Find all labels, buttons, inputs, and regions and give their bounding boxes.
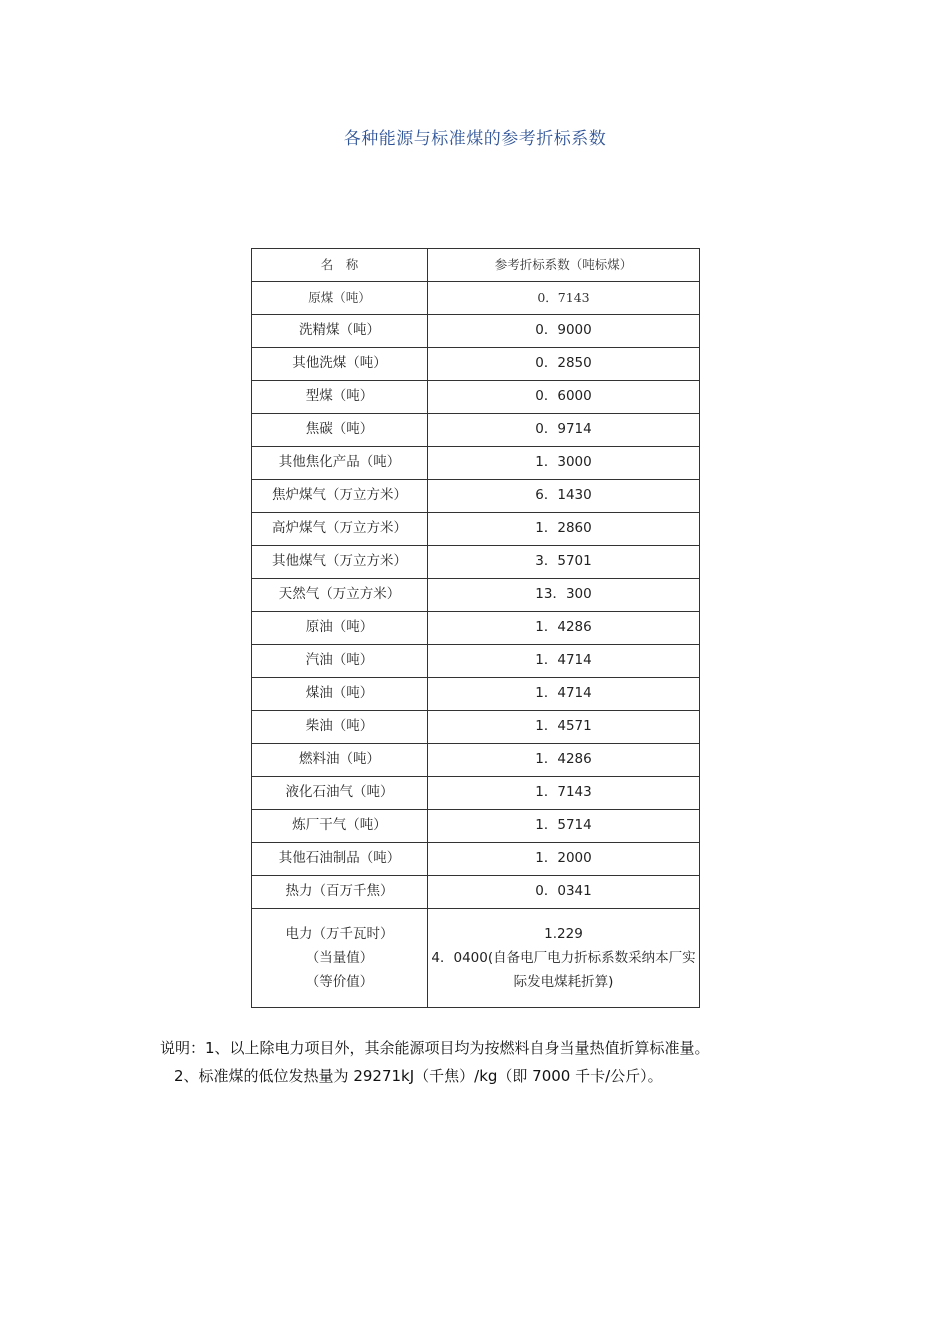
row-name: 炼厂干气（吨）: [252, 810, 428, 843]
row-value: 0．9000: [428, 315, 700, 348]
row-name: 型煤（吨）: [252, 381, 428, 414]
table-row: [252, 546, 700, 579]
row-value: 0．6000: [428, 381, 700, 414]
electricity-name-cell: [252, 909, 428, 1008]
table-row: [252, 579, 700, 612]
header-coefficient: 参考折标系数（吨标煤）: [428, 249, 700, 282]
row-value: 0．9714: [428, 414, 700, 447]
row-name: 其他石油制品（吨）: [252, 843, 428, 876]
row-name: 柴油（吨）: [252, 711, 428, 744]
table-row: [252, 612, 700, 645]
row-name: 煤油（吨）: [252, 678, 428, 711]
table-row: [252, 414, 700, 447]
row-name: 汽油（吨）: [252, 645, 428, 678]
row-value: 1．4571: [428, 711, 700, 744]
table-row: [252, 480, 700, 513]
table-row: [252, 843, 700, 876]
row-name: 其他洗煤（吨）: [252, 348, 428, 381]
row-value: 13．300: [428, 579, 700, 612]
conversion-coefficient-table: [251, 248, 700, 1008]
row-name: 天然气（万立方米）: [252, 579, 428, 612]
row-name: 其他煤气（万立方米）: [252, 546, 428, 579]
row-name: 洗精煤（吨）: [252, 315, 428, 348]
row-name: 其他焦化产品（吨）: [252, 447, 428, 480]
row-name: 焦炉煤气（万立方米）: [252, 480, 428, 513]
row-value: 0．0341: [428, 876, 700, 909]
table-row: [252, 645, 700, 678]
row-value: 1．2000: [428, 843, 700, 876]
row-value: 1．4286: [428, 612, 700, 645]
table-row: [252, 447, 700, 480]
row-value: 1．3000: [428, 447, 700, 480]
electricity-value-cell: [428, 909, 700, 1008]
electricity-value-line: 际发电煤耗折算): [513, 974, 614, 990]
electricity-name-line: 电力（万千瓦时）: [285, 926, 394, 942]
electricity-name-line: （当量值）: [305, 950, 374, 966]
table-row-electricity: [252, 909, 700, 1008]
table-header-row: [252, 249, 700, 282]
row-name: 焦碳（吨）: [252, 414, 428, 447]
row-value: 1．4714: [428, 678, 700, 711]
row-value: 6．1430: [428, 480, 700, 513]
table-row: [252, 282, 700, 315]
note-line-1: 说明：1、以上除电力项目外，其余能源项目均为按燃料自身当量热值折算标准量。: [160, 1039, 710, 1057]
table-row: [252, 513, 700, 546]
table-row: [252, 810, 700, 843]
row-name: 燃料油（吨）: [252, 744, 428, 777]
table-row: [252, 777, 700, 810]
electricity-name-line: （等价值）: [305, 974, 374, 990]
table-row: [252, 876, 700, 909]
row-value: 0．7143: [428, 282, 700, 315]
table-row: [252, 381, 700, 414]
table-row: [252, 711, 700, 744]
row-value: 0．2850: [428, 348, 700, 381]
row-name: 原煤（吨）: [252, 282, 428, 315]
header-name: 名 称: [252, 249, 428, 282]
row-value: 1．2860: [428, 513, 700, 546]
row-value: 3．5701: [428, 546, 700, 579]
page-title: 各种能源与标准煤的参考折标系数: [343, 129, 607, 149]
row-name: 高炉煤气（万立方米）: [252, 513, 428, 546]
row-name: 液化石油气（吨）: [252, 777, 428, 810]
row-name: 热力（百万千焦）: [252, 876, 428, 909]
electricity-value-line: 1.229: [544, 926, 583, 942]
row-value: 1．7143: [428, 777, 700, 810]
notes: [160, 1034, 860, 1090]
table-row: [252, 678, 700, 711]
row-value: 1．4286: [428, 744, 700, 777]
table-row: [252, 315, 700, 348]
row-value: 1．4714: [428, 645, 700, 678]
table-row: [252, 348, 700, 381]
row-name: 原油（吨）: [252, 612, 428, 645]
note-line-2: 2、标准煤的低位发热量为 29271kJ（千焦）/kg（即 7000 千卡/公斤）。: [174, 1067, 663, 1085]
row-value: 1．5714: [428, 810, 700, 843]
table-row: [252, 744, 700, 777]
electricity-value-line: 4．0400(自备电厂电力折标系数采纳本厂实: [431, 950, 696, 966]
